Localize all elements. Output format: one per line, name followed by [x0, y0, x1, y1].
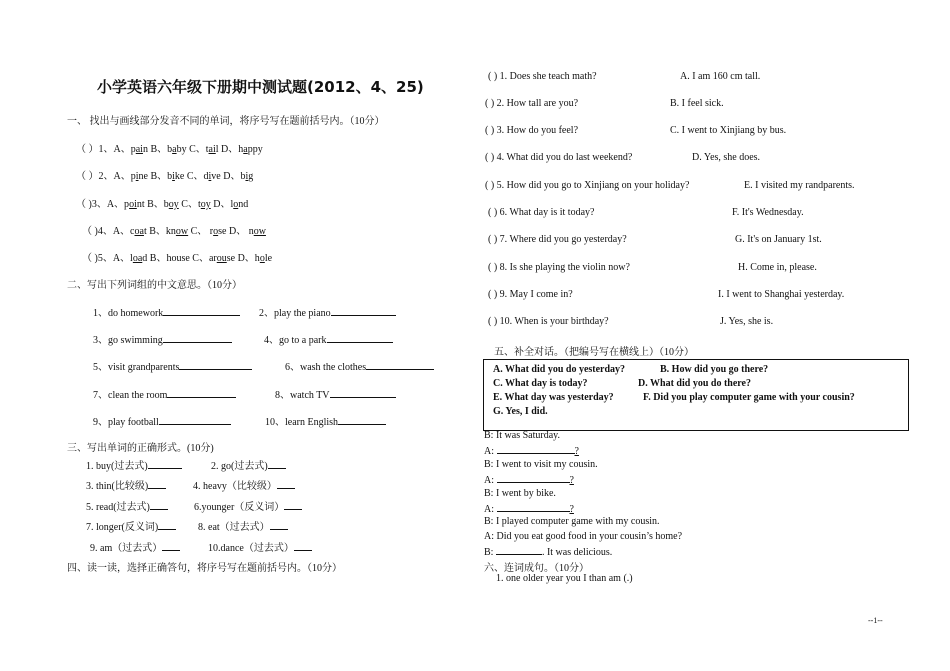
word-form-item — [90, 539, 180, 554]
underlined-letters: i — [208, 171, 212, 182]
answer-blank[interactable] — [179, 360, 252, 370]
dialogue-option: A. What did you do yesterday? — [493, 364, 626, 375]
answer-blank[interactable] — [497, 473, 570, 483]
match-question: ( ) 8. Is she playing the violin now? — [488, 262, 630, 273]
page-title: 小学英语六年级下册期中测试题(2012、4、25) — [97, 78, 424, 96]
text: n B、b — [142, 144, 173, 155]
word-form-item — [86, 498, 168, 513]
answer-blank[interactable] — [277, 479, 295, 489]
s5-heading: 五、补全对话。（把编号写在横线上）（10分） — [494, 347, 694, 358]
text: ne B、b — [138, 171, 173, 182]
match-question: ( ) 7. Where did you go yesterday? — [488, 234, 627, 245]
text: （ )5、A、l — [82, 253, 133, 264]
phonics-item — [76, 195, 248, 210]
underlined-letters: oi — [129, 199, 137, 210]
text: （ ）2、A、p — [76, 171, 136, 182]
text: d B、house C、ar — [142, 253, 217, 264]
match-question: ( ) 5. How did you go to Xinjiang on your holiday? — [485, 180, 690, 191]
answer-blank[interactable] — [330, 388, 396, 398]
dialogue-option: B. How did you go there? — [660, 364, 769, 375]
text: （ ）1、A、p — [76, 144, 136, 155]
text: ve D、b — [211, 171, 246, 182]
text: A: — [484, 475, 497, 486]
phrase-item — [259, 304, 396, 319]
underlined-letters: a — [243, 144, 248, 155]
match-answer: D. Yes, she does. — [692, 152, 761, 163]
dialogue-option: F. Did you play computer game with your cousin? — [643, 392, 855, 403]
text: 10.dance（过去式） — [208, 543, 294, 554]
dialogue-line — [484, 473, 574, 486]
answer-blank[interactable] — [167, 388, 236, 398]
text: l D、h — [215, 144, 244, 155]
dialogue-line — [484, 488, 556, 499]
text: B: I played computer game with my cousin. — [484, 516, 660, 527]
dialogue-line — [484, 545, 612, 558]
answer-blank[interactable] — [496, 545, 542, 555]
text: 3、go swimming — [93, 335, 163, 346]
answer-blank[interactable] — [366, 360, 434, 370]
dialogue-option: D. What did you do there? — [638, 378, 751, 389]
text: B: I went by bike. — [484, 488, 556, 499]
answer-blank[interactable] — [163, 333, 232, 343]
text: 6.younger（反义词） — [194, 502, 285, 513]
dialogue-line — [484, 502, 574, 515]
phrase-item — [285, 358, 434, 373]
underlined-letters: ai — [208, 144, 216, 155]
answer-blank[interactable] — [327, 333, 393, 343]
sentence-item: 1. one older year you I than am (.) — [496, 573, 633, 584]
underlined-letters: ow — [253, 226, 266, 237]
underlined-letters: ai — [135, 144, 143, 155]
dialogue-line — [484, 444, 579, 457]
match-answer: J. Yes, she is. — [720, 316, 774, 327]
text: 9、play football — [93, 417, 159, 428]
phonics-item — [76, 167, 253, 182]
phrase-item — [265, 413, 386, 428]
text: 5. read(过去式) — [86, 502, 150, 513]
word-form-item — [86, 518, 176, 533]
word-form-item — [86, 477, 166, 492]
dialogue-line — [484, 430, 560, 441]
text: nd — [238, 199, 249, 210]
text: 9. am（过去式） — [90, 543, 163, 554]
underlined-letters: i — [172, 171, 175, 182]
match-answer: E. I visited my randparents. — [744, 180, 855, 191]
text: 5、visit grandparents — [93, 362, 180, 373]
answer-blank[interactable] — [148, 459, 182, 469]
underlined-letters: oa — [132, 253, 143, 264]
word-form-item — [193, 477, 295, 492]
text: B: I went to visit my cousin. — [484, 459, 598, 470]
text: 7、clean the room — [93, 390, 168, 401]
text: se D、 n — [218, 226, 254, 237]
text: 4、go to a park — [264, 335, 327, 346]
underlined-letters: i — [245, 171, 249, 182]
match-answer: I. I went to Shanghai yesterday. — [718, 289, 845, 300]
match-question: ( ) 6. What day is it today? — [488, 207, 595, 218]
s2-heading: 二、写出下列词组的中文意思。（10分） — [67, 280, 242, 291]
phrase-item — [275, 386, 396, 401]
underlined-letters: ow — [175, 226, 189, 237]
underlined-letters: a — [172, 144, 177, 155]
text: se D、h — [226, 253, 260, 264]
phonics-item — [82, 249, 272, 264]
text: 6、wash the clothes — [285, 362, 367, 373]
text: 2. go(过去式) — [211, 461, 268, 472]
options-box — [483, 359, 909, 431]
match-question: ( ) 2. How tall are you? — [485, 98, 579, 109]
s3-heading: 三、写出单词的正确形式。(10分) — [67, 443, 214, 454]
underlined-letters: oy — [200, 199, 211, 210]
underlined-letters: o — [259, 253, 265, 264]
text: nt B、b — [136, 199, 169, 210]
answer-blank[interactable] — [148, 479, 166, 489]
text: A: — [484, 446, 497, 457]
answer-blank[interactable] — [338, 415, 386, 425]
text: g — [248, 171, 254, 182]
answer-blank[interactable] — [150, 500, 168, 510]
text: ppy — [247, 144, 263, 155]
text: 3. thin(比较级) — [86, 481, 149, 492]
match-question: ( ) 3. How do you feel? — [485, 125, 579, 136]
text: 10、learn English — [265, 417, 339, 428]
answer-blank[interactable] — [158, 520, 176, 530]
match-answer: H. Come in, please. — [738, 262, 817, 273]
phrase-item — [264, 331, 393, 346]
text: （ )4、A、c — [82, 226, 135, 237]
phrase-item — [93, 386, 236, 401]
match-answer: A. I am 160 cm tall. — [680, 71, 761, 82]
text: 2、play the piano — [259, 308, 331, 319]
text: B: — [484, 547, 496, 558]
underlined-letters: oy — [168, 199, 179, 210]
underlined-letters: ou — [216, 253, 227, 264]
phonics-item — [82, 222, 266, 237]
word-form-item — [86, 457, 182, 472]
word-form-item — [198, 518, 288, 533]
s4-heading: 四、读一读，选择正确答句，将序号写在题前括号内。（10分） — [67, 563, 342, 574]
dialogue-line — [484, 516, 660, 527]
text: 1. buy(过去式) — [86, 461, 148, 472]
s6-heading: 六、连词成句。（10分） — [484, 563, 589, 574]
answer-blank[interactable] — [162, 541, 180, 551]
answer-blank[interactable] — [497, 502, 570, 512]
s1-heading: 一、 找出与画线部分发音不同的单词，将序号写在题前括号内。（10分） — [67, 116, 385, 127]
text: 8. eat（过去式） — [198, 522, 270, 533]
word-form-item — [208, 539, 312, 554]
answer-blank[interactable] — [294, 541, 312, 551]
text: ? — [569, 475, 574, 486]
phrase-item — [93, 358, 252, 373]
text: t B、kn — [143, 226, 176, 237]
text: B: It was Saturday. — [484, 430, 561, 441]
text: D、l — [210, 199, 234, 210]
text: C、 r — [188, 226, 214, 237]
text: 4. heavy（比较级） — [193, 481, 277, 492]
answer-blank[interactable] — [284, 500, 302, 510]
answer-blank[interactable] — [159, 415, 231, 425]
page-number: --1-- — [868, 616, 883, 625]
answer-blank[interactable] — [270, 520, 288, 530]
match-answer: B. I feel sick. — [670, 98, 724, 109]
text: A: Did you eat good food in your cousin’s home? — [484, 531, 683, 542]
dialogue-option: C. What day is today? — [493, 378, 588, 389]
phrase-item — [93, 413, 231, 428]
text: 7. longer(反义词) — [86, 522, 159, 533]
phrase-item — [93, 304, 240, 319]
text: A: — [484, 504, 497, 515]
match-answer: F. It's Wednesday. — [732, 207, 804, 218]
underlined-letters: o — [233, 199, 239, 210]
text: （ )3、A、p — [76, 199, 130, 210]
text: C、t — [178, 199, 201, 210]
dialogue-option: E. What day was yesterday? — [493, 392, 614, 403]
word-form-item — [194, 498, 302, 513]
text: le — [264, 253, 273, 264]
dialogue-line — [484, 531, 682, 542]
match-answer: C. I went to Xinjiang by bus. — [670, 125, 787, 136]
text: ? — [569, 504, 574, 515]
text: ke C、d — [174, 171, 209, 182]
answer-blank[interactable] — [331, 306, 396, 316]
match-question: ( ) 10. When is your birthday? — [488, 316, 609, 327]
text: 1、do homework — [93, 308, 164, 319]
dialogue-option: G. Yes, I did. — [493, 406, 548, 417]
underlined-letters: o — [213, 226, 219, 237]
dialogue-line — [484, 459, 598, 470]
match-answer: G. It's on January 1st. — [735, 234, 822, 245]
answer-blank[interactable] — [268, 459, 286, 469]
word-form-item — [211, 457, 286, 472]
text: ? — [574, 446, 579, 457]
phrase-item — [93, 331, 232, 346]
answer-blank[interactable] — [163, 306, 240, 316]
text: . It was delicious. — [541, 547, 613, 558]
text: 8、watch TV — [275, 390, 330, 401]
underlined-letters: oa — [134, 226, 144, 237]
match-question: ( ) 1. Does she teach math? — [488, 71, 597, 82]
text: by C、t — [176, 144, 209, 155]
match-question: ( ) 9. May I come in? — [488, 289, 573, 300]
match-question: ( ) 4. What did you do last weekend? — [485, 152, 633, 163]
underlined-letters: i — [135, 171, 139, 182]
answer-blank[interactable] — [497, 444, 575, 454]
phonics-item — [76, 140, 263, 155]
